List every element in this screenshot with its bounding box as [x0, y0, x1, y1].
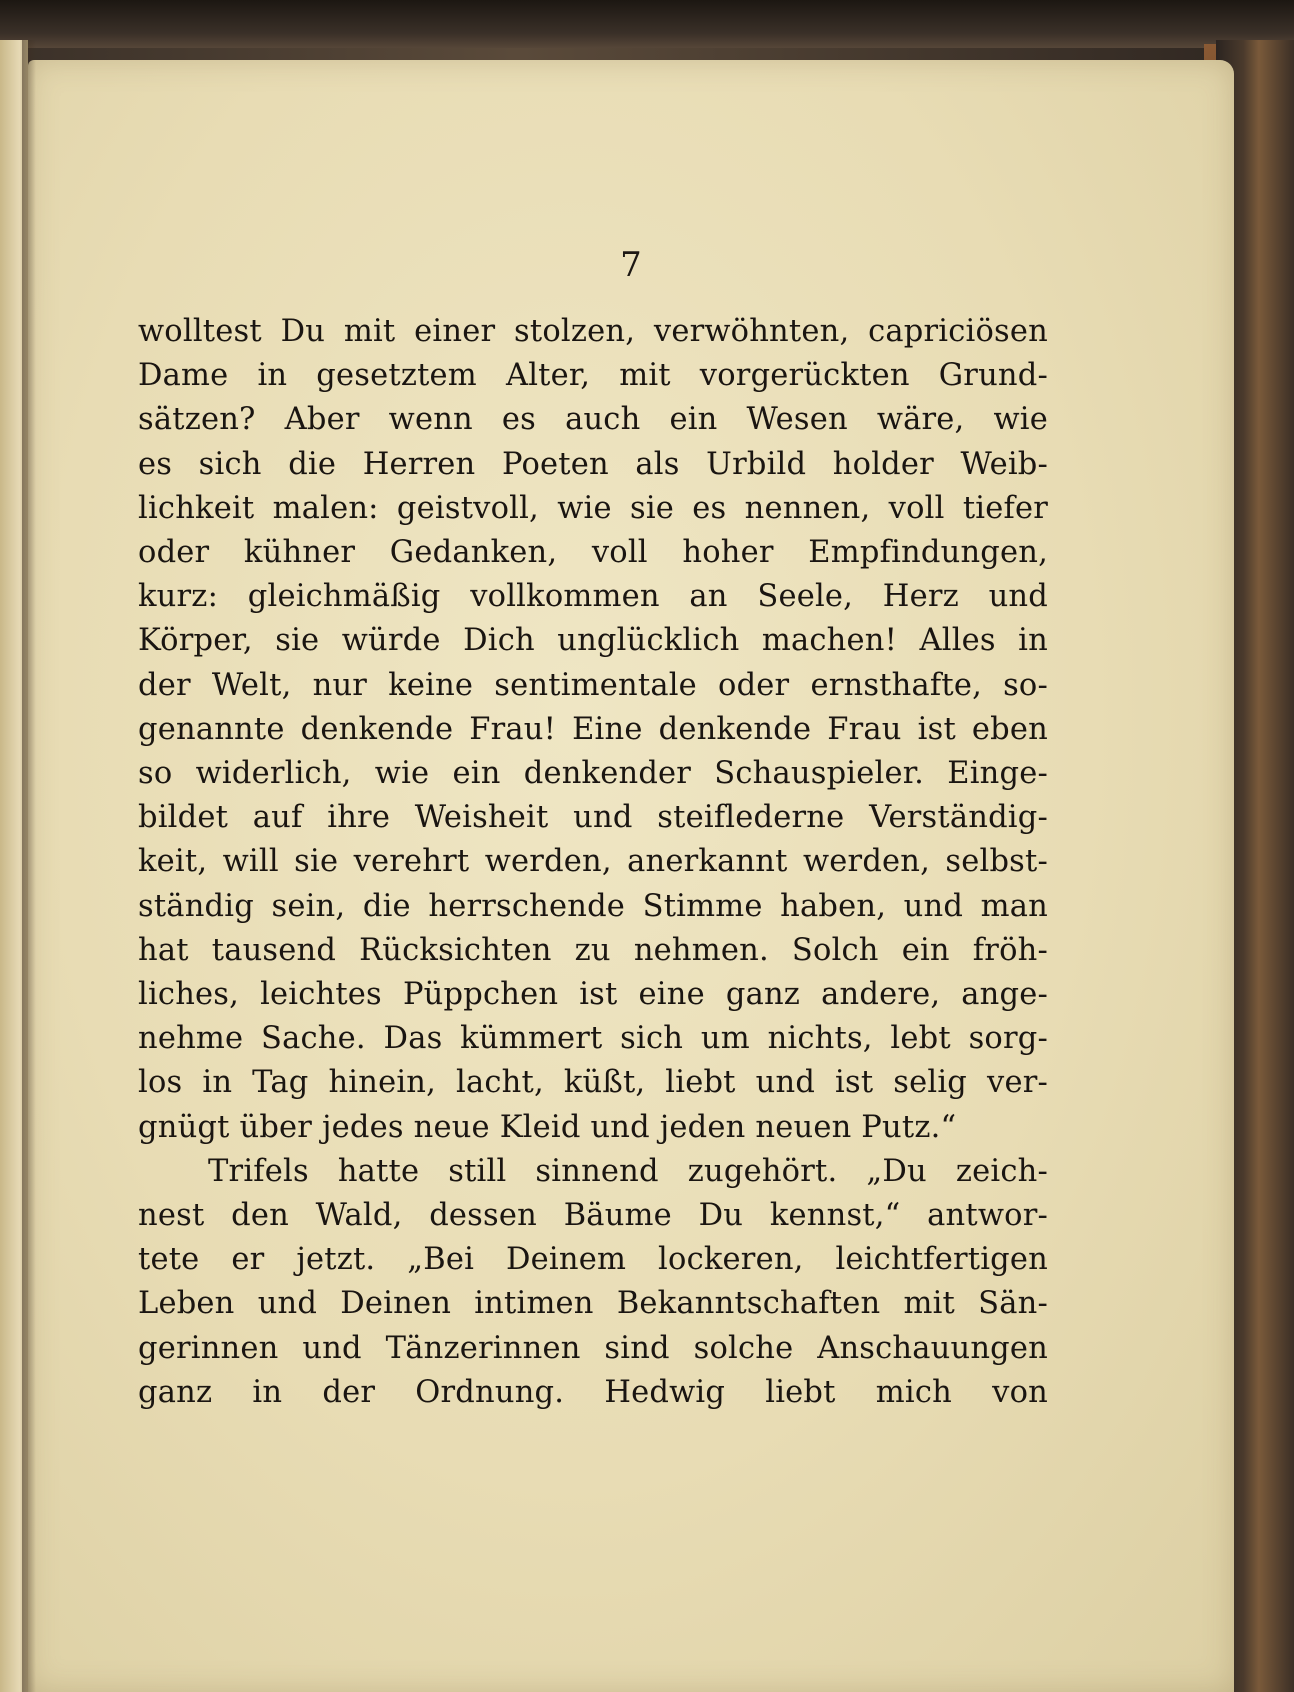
text-line: so widerlich, wie ein denkender Schauspieler. Einge- — [138, 756, 1048, 792]
text-line: lichkeit malen: geistvoll, wie sie es nennen, voll tiefer — [138, 490, 1048, 526]
text-line: genannte denkende Frau! Eine denkende Frau ist eben — [138, 711, 1048, 747]
text-line: sätzen? Aber wenn es auch ein Wesen wäre, wie — [138, 402, 1048, 438]
text-line: wolltest Du mit einer stolzen, verwöhnten, capriciösen — [138, 314, 1048, 349]
text-line: es sich die Herren Poeten als Urbild holder Weib- — [138, 446, 1048, 482]
text-line: Körper, sie würde Dich unglücklich machen! Alles in — [138, 623, 1048, 659]
text-line: gerinnen und Tänzerinnen sind solche Anschauungen — [138, 1330, 1048, 1366]
text-line: hat tausend Rücksichten zu nehmen. Solch ein fröh- — [138, 932, 1048, 968]
text-line: Trifels hatte still sinnend zugehört. „Du zeich- — [208, 1153, 1048, 1189]
text-line: oder kühner Gedanken, voll hoher Empfindungen, — [138, 535, 1048, 571]
text-line: tete er jetzt. „Bei Deinem lockeren, leichtfertigen — [138, 1242, 1048, 1278]
text-line: nest den Wald, dessen Bäume Du kennst,“ antwor- — [138, 1198, 1048, 1234]
text-line: los in Tag hinein, lacht, küßt, liebt und ist selig ver- — [138, 1065, 1048, 1101]
text-line: kurz: gleichmäßig vollkommen an Seele, Herz und — [138, 579, 1048, 615]
text-line: nehme Sache. Das kümmert sich um nichts, lebt sorg- — [138, 1021, 1048, 1057]
text-line: liches, leichtes Püppchen ist eine ganz andere, ange- — [138, 977, 1048, 1013]
text-line: bildet auf ihre Weisheit und steiflederne Verständig- — [138, 800, 1048, 836]
text-line: ständig sein, die herrschende Stimme haben, und man — [138, 888, 1048, 924]
text-line: gnügt über jedes neue Kleid und jeden neuen Putz.“ — [138, 1109, 957, 1145]
page-text — [138, 310, 1048, 1415]
text-line: ganz in der Ordnung. Hedwig liebt mich von — [138, 1374, 1048, 1410]
book-top-edge — [0, 0, 1294, 48]
page-number: 7 — [620, 245, 642, 285]
text-line: der Welt, nur keine sentimentale oder ernsthafte, so- — [138, 667, 1048, 703]
spine-shadow — [22, 40, 36, 1692]
book-page — [28, 60, 1234, 1692]
text-line: Dame in gesetztem Alter, mit vorgerückten Grund- — [138, 358, 1048, 394]
text-line: keit, will sie verehrt werden, anerkannt werden, selbst- — [138, 844, 1048, 880]
text-line: Leben und Deinen intimen Bekanntschaften mit Sän- — [138, 1286, 1048, 1322]
